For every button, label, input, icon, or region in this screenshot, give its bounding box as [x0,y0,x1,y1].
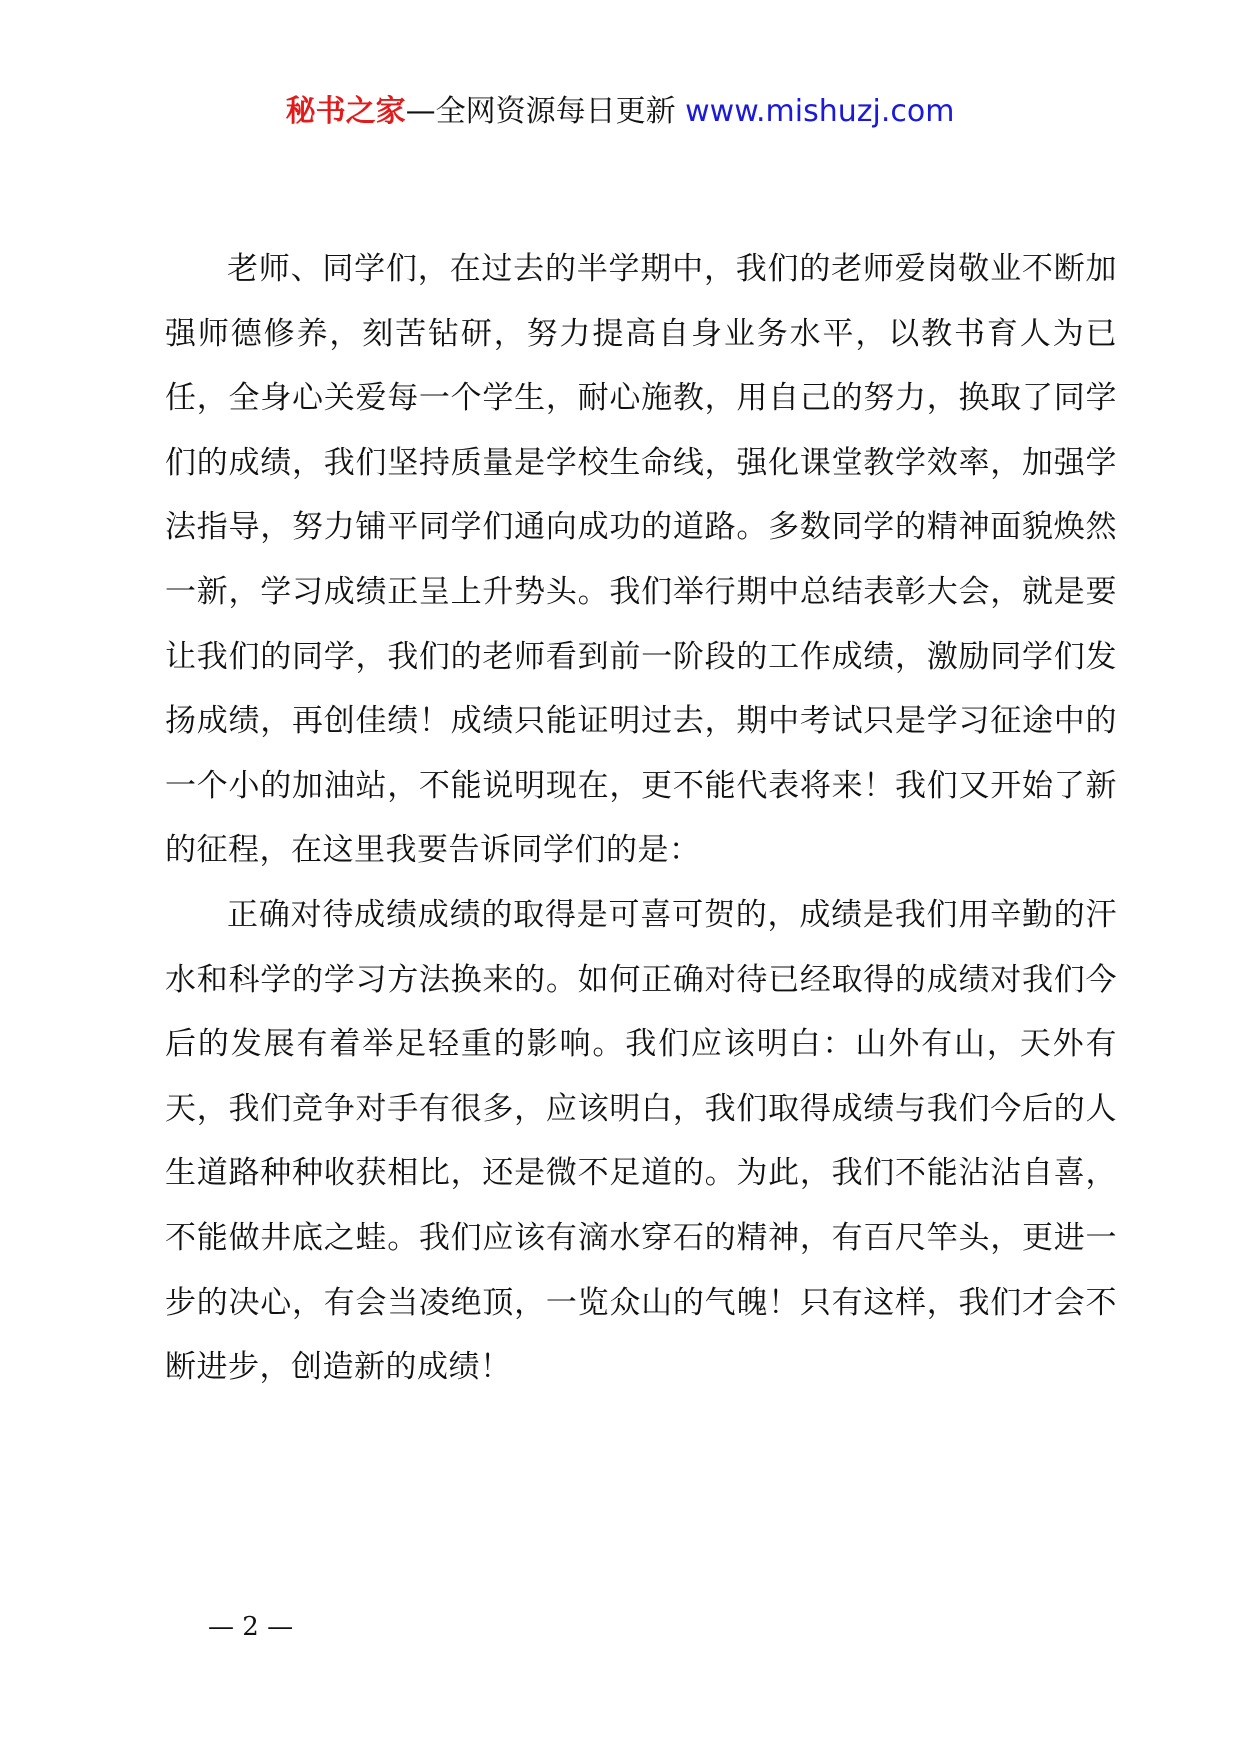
page-number: — 2 — [208,1612,294,1642]
site-tagline: —全网资源每日更新 [405,94,686,129]
site-header [0,92,1240,132]
site-brand: 秘书之家 [285,94,406,129]
paragraph-1: 老师、同学们，在过去的半学期中，我们的老师爱岗敬业不断加强师德修养，刻苦钻研，努力提高自身业务水平，以教书育人为已任，全身心关爱每一个学生，耐心施教，用自己的努力，换取了同学们的成绩，我们坚持质量是学校生命线，强化课堂教学效率，加强学法指导，努力铺平同学们通向成功的道路。多数同学的精神面貌焕然一新，学习成绩正呈上升势头。我们举行期中总结表彰大会，就是要让我们的同学，我们的老师看到前一阶段的工作成绩，激励同学们发扬成绩，再创佳绩！成绩只能证明过去，期中考试只是学习征途中的一个小的加油站，不能说明现在，更不能代表将来！我们又开始了新的征程，在这里我要告诉同学们的是： [165,251,1117,869]
site-url-link[interactable]: www.mishuzj.com [685,94,955,129]
document-body [165,237,1117,1400]
paragraph-2: 正确对待成绩成绩的取得是可喜可贺的，成绩是我们用辛勤的汗水和科学的学习方法换来的。如何正确对待已经取得的成绩对我们今后的发展有着举足轻重的影响。我们应该明白：山外有山，天外有天，我们竞争对手有很多，应该明白，我们取得成绩与我们今后的人生道路种种收获相比，还是微不足道的。为此，我们不能沾沾自喜，不能做井底之蛙。我们应该有滴水穿石的精神，有百尺竿头，更进一步的决心，有会当凌绝顶，一览众山的气魄！只有这样，我们才会不断进步，创造新的成绩！ [165,896,1117,1386]
